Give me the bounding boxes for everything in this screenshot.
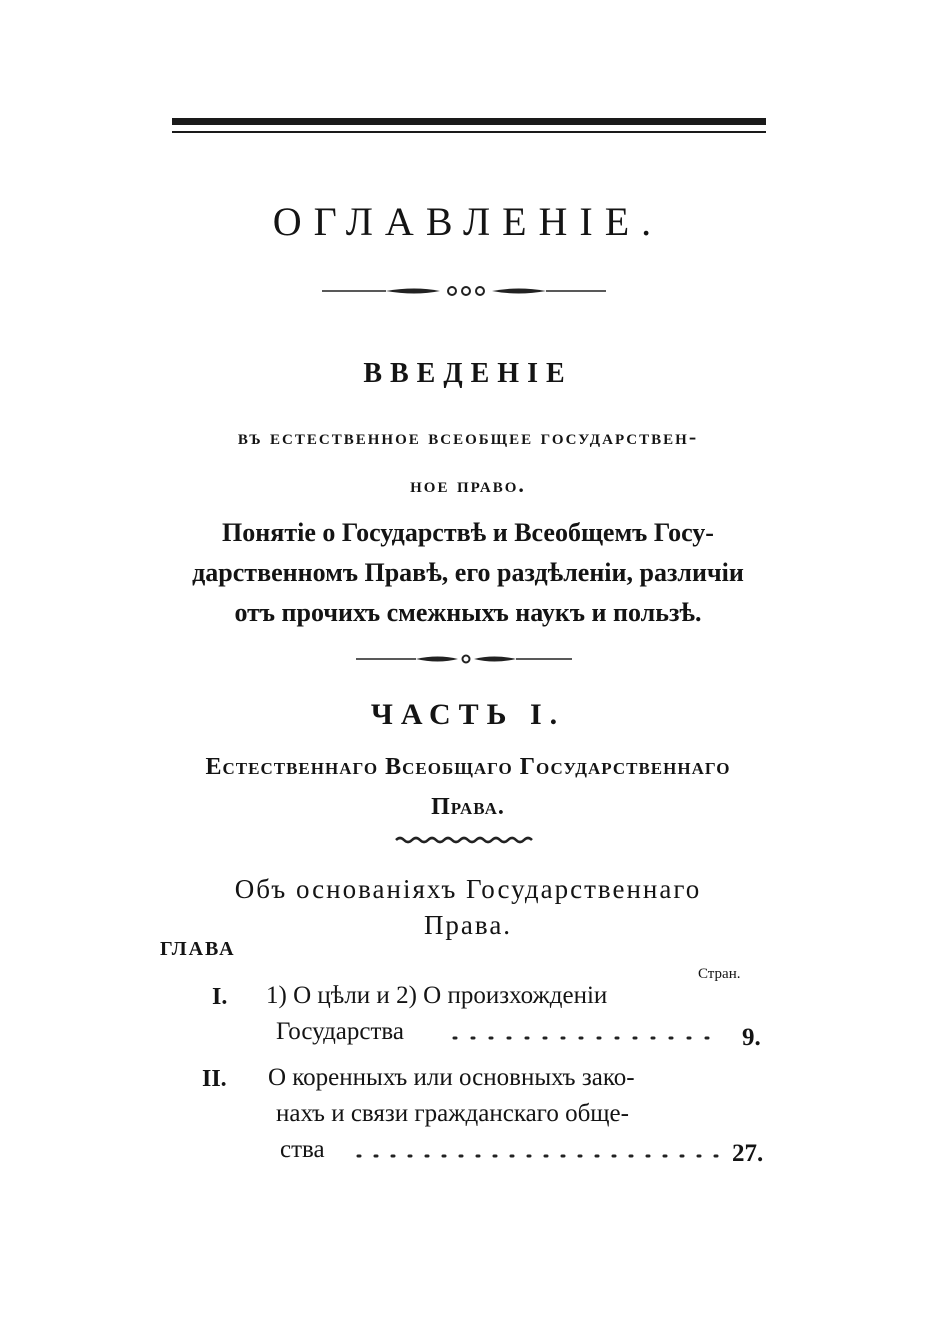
ornament-divider-icon bbox=[0, 282, 936, 300]
entry-title-line2: Государства bbox=[276, 1018, 404, 1045]
top-rule-thin bbox=[172, 131, 766, 133]
entry-number: I. bbox=[212, 984, 228, 1010]
part-title-line1: Естественнаго Всеобщаго Государственнаго bbox=[205, 754, 731, 780]
ornament-divider-small-icon bbox=[0, 651, 936, 667]
entry-page-number: 9. bbox=[742, 1024, 761, 1051]
introduction-heading: ВВЕДЕНІЕ bbox=[363, 358, 573, 389]
dot-leader bbox=[356, 1152, 720, 1160]
ornament-wavy-icon bbox=[0, 834, 936, 846]
entry-title-line1: 1) О цѣли и 2) О произхожденіи bbox=[266, 982, 608, 1009]
entry-title-line1: О коренныхъ или основныхъ зако- bbox=[268, 1064, 635, 1091]
entry-title-line3: ства bbox=[280, 1136, 325, 1163]
introduction-subtitle-line2: ное право. bbox=[410, 472, 526, 497]
section-title-line2: Права. bbox=[423, 910, 513, 940]
dot-leader bbox=[452, 1034, 720, 1042]
introduction-desc-line2: дарственномъ Правѣ, его раздѣленіи, различіи bbox=[192, 558, 744, 587]
page-title: ОГЛАВЛЕНІЕ. bbox=[272, 199, 664, 244]
introduction-desc-line3: отъ прочихъ смежныхъ наукъ и пользѣ. bbox=[234, 598, 702, 627]
entry-page-number: 27. bbox=[732, 1140, 764, 1167]
introduction-subtitle-line1: въ естественное всеобщее государствен- bbox=[237, 424, 699, 449]
part-title-line2: Права. bbox=[431, 794, 505, 820]
introduction-desc-line1: Понятіе о Государствѣ и Всеобщемъ Госу- bbox=[222, 518, 714, 547]
top-rule-thick bbox=[172, 118, 766, 125]
chapter-column-label: ГЛАВА bbox=[160, 938, 236, 960]
entry-number: II. bbox=[202, 1066, 227, 1092]
page-column-label: Стран. bbox=[698, 966, 741, 982]
entry-title-line2: нахъ и связи гражданскаго обще- bbox=[276, 1100, 629, 1127]
section-title-line1: Объ основаніяхъ Государственнаго bbox=[234, 874, 702, 904]
part-heading: ЧАСТЬ I. bbox=[370, 698, 566, 731]
